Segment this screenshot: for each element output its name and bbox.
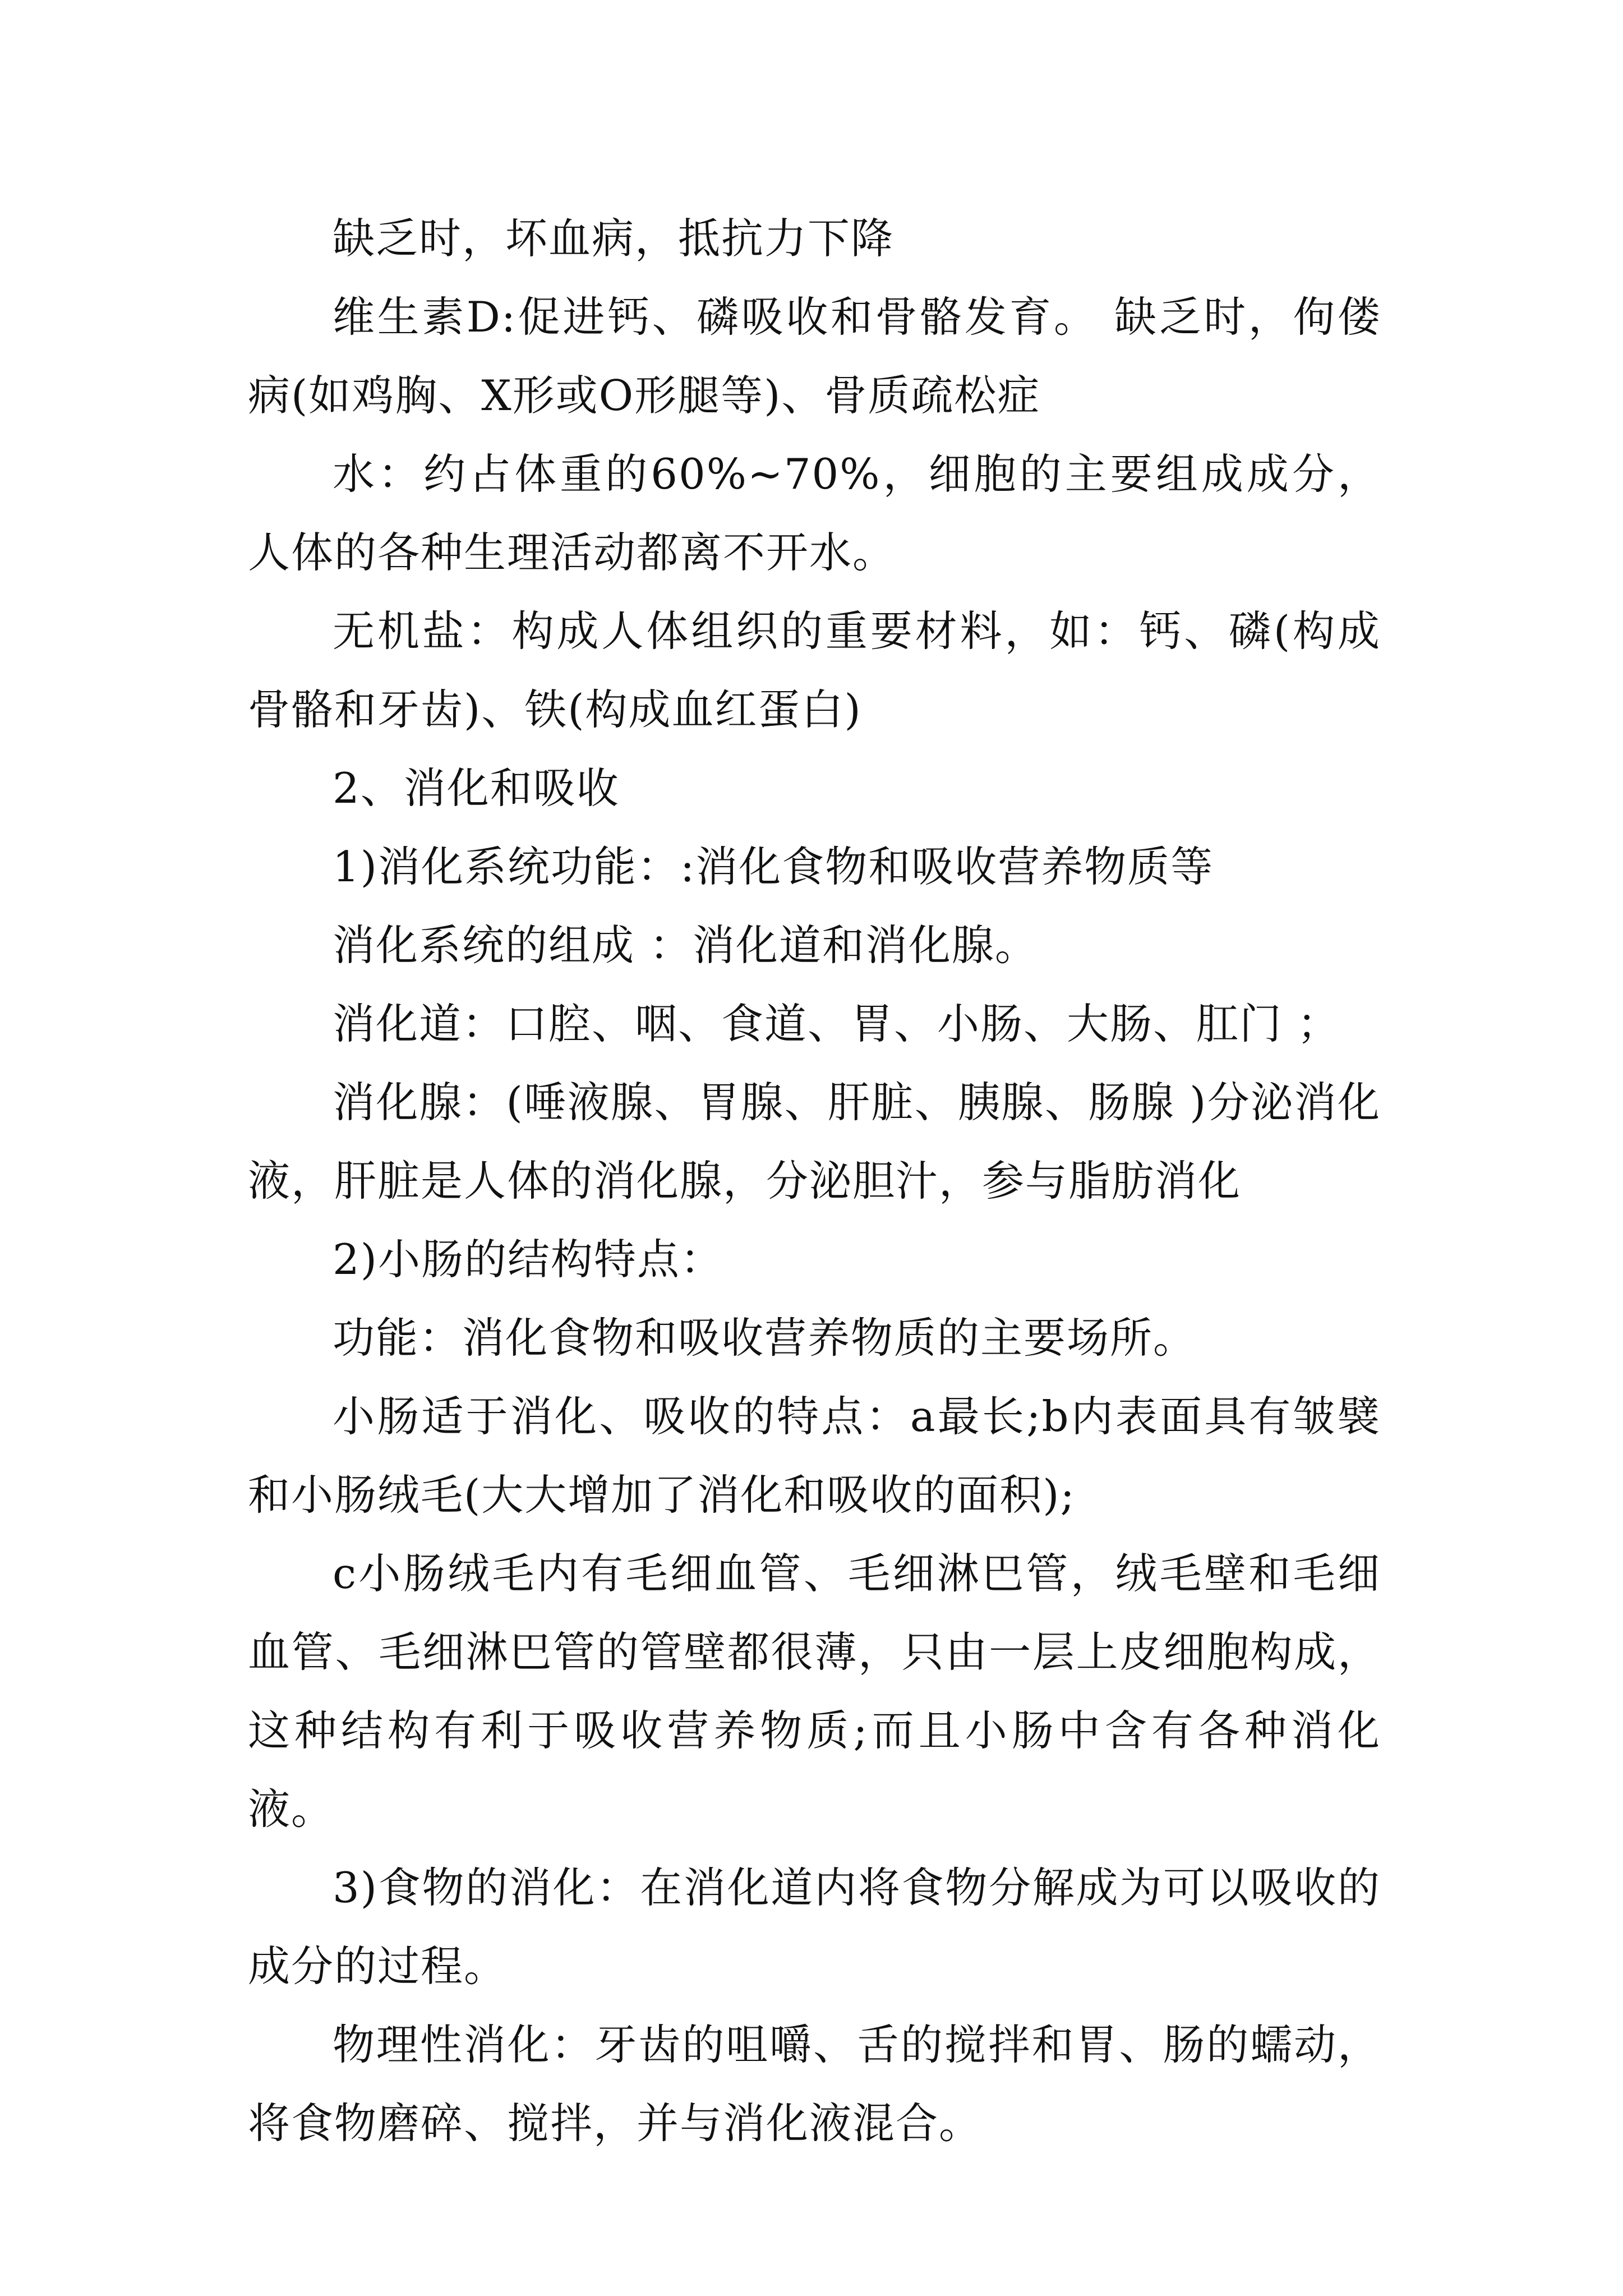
paragraph-villi: c小肠绒毛内有毛细血管、毛细淋巴管，绒毛壁和毛细血管、毛细淋巴管的管壁都很薄，只由一层上皮细胞构成，这种结构有利于吸收营养物质;而且小肠中含有各种消化液。 [248,1549,1381,1834]
paragraph-small-intestine-features: 小肠适于消化、吸收的特点：a最长;b内表面具有皱襞和小肠绒毛(大大增加了消化和吸收的面积); [248,1392,1381,1520]
paragraph-small-intestine-function: 功能：消化食物和吸收营养物质的主要场所。 [333,1313,1197,1363]
subheading-small-intestine: 2)小肠的结构特点： [333,1235,723,1284]
section-heading-digestion: 2、消化和吸收 [333,763,620,813]
paragraph-water: 水：约占体重的60%~70%，细胞的主要组成成分，人体的各种生理活动都离不开水。 [248,449,1381,577]
paragraph-physical-digestion: 物理性消化：牙齿的咀嚼、舌的搅拌和胃、肠的蠕动，将食物磨碎、搅拌，并与消化液混合。 [248,2020,1381,2148]
document-body [248,199,1381,2162]
paragraph-digestive-tract: 消化道：口腔、咽、食道、胃、小肠、大肠、肛门 ； [333,999,1340,1048]
paragraph-inorganic-salts: 无机盐：构成人体组织的重要材料，如：钙、磷(构成骨骼和牙齿)、铁(构成血红蛋白) [248,606,1381,734]
paragraph-food-digestion: 3)食物的消化：在消化道内将食物分解成为可以吸收的成分的过程。 [248,1863,1381,1991]
paragraph-digestive-function: 1)消化系统功能：:消化食物和吸收营养物质等 [333,842,1214,891]
paragraph-digestive-glands: 消化腺：(唾液腺、胃腺、肝脏、胰腺、肠腺 )分泌消化液，肝脏是人体的消化腺，分泌胆汁，参与脂肪消化 [248,1078,1381,1205]
paragraph-vitamin-d: 维生素D:促进钙、磷吸收和骨骼发育。 缺乏时，佝偻病(如鸡胸、X形或O形腿等)、骨质疏松症 [248,292,1381,420]
paragraph-digestive-composition: 消化系统的组成 ：消化道和消化腺。 [333,921,1038,970]
paragraph-vitamin-c-deficiency: 缺乏时，坏血病，抵抗力下降 [333,214,895,263]
